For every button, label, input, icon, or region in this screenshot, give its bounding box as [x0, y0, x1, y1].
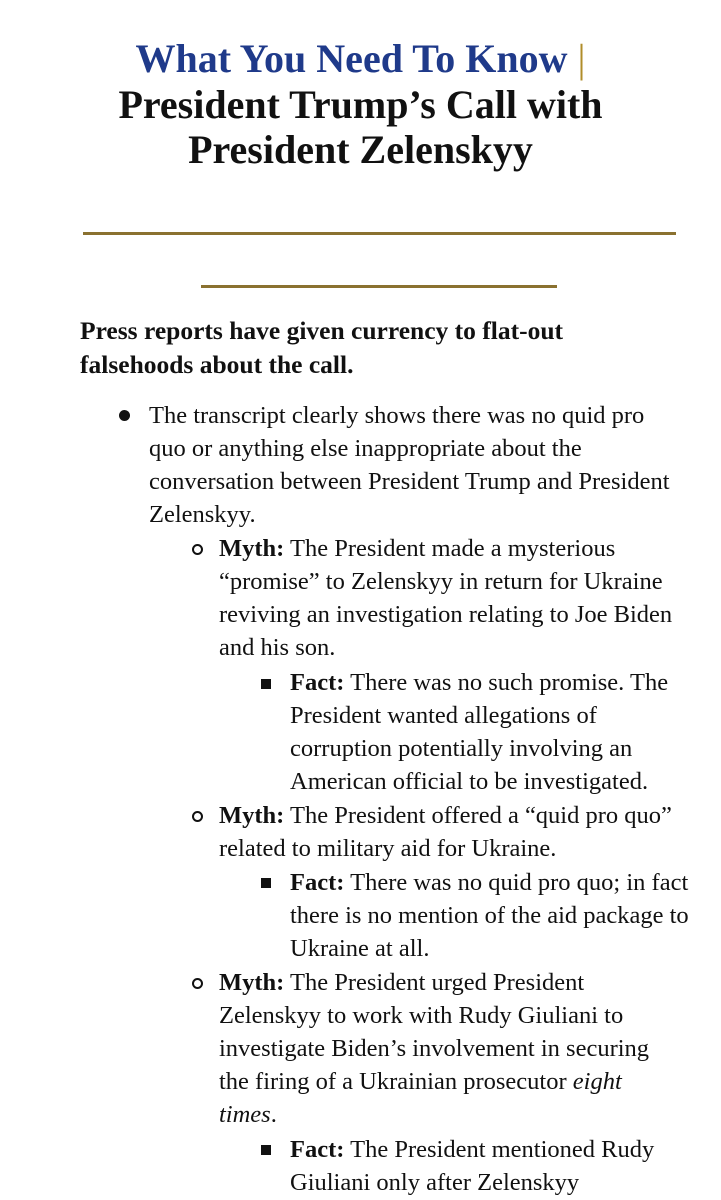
fact-item-no-promise	[290, 666, 690, 798]
bullet-item-transcript: The transcript clearly shows there was no quid pro quo or anything else inappropriate about the conversation between President Trump and President Zelenskyy.	[149, 402, 670, 528]
title-what-you-need-to-know: What You Need To Know	[135, 36, 568, 81]
bullet-circle-icon	[192, 544, 203, 555]
bullet-square-icon	[261, 679, 271, 689]
myth-label: Myth:	[219, 802, 285, 829]
title-separator: |	[577, 36, 586, 81]
myth-end: .	[270, 1101, 277, 1128]
fact-item-no-quid-pro-quo	[290, 866, 690, 965]
myth-label: Myth:	[219, 535, 285, 562]
bullet-square-icon	[261, 878, 271, 888]
title-block	[0, 36, 721, 172]
fact-text: The President mentioned Rudy Giuliani only after Zelenskyy	[290, 1136, 655, 1196]
bullet-circle-icon	[192, 811, 203, 822]
myth-item-promise	[219, 532, 679, 664]
myth-label: Myth:	[219, 969, 285, 996]
divider-rule-long	[83, 232, 676, 235]
myth-item-giuliani	[219, 966, 679, 1131]
myth-item-quid-pro-quo	[219, 799, 679, 865]
divider-rule-short	[201, 285, 557, 288]
fact-label: Fact:	[290, 869, 345, 896]
fact-label: Fact:	[290, 669, 345, 696]
title-line-3: President Zelenskyy	[188, 127, 533, 172]
title-line-2: President Trump’s Call with	[118, 82, 603, 127]
myth-text: The President offered a “quid pro quo” related to military aid for Ukraine.	[219, 802, 672, 862]
fact-text: There was no quid pro quo; in fact there is no mention of the aid package to Ukraine at all.	[290, 869, 689, 962]
fact-text: There was no such promise. The President wanted allegations of corruption potentially involving an American official to be investigated.	[290, 669, 669, 795]
bullet-square-icon	[261, 1145, 271, 1155]
myth-text: The President urged President Zelenskyy to work with Rudy Giuliani to investigate Biden’s involvement in securing the firing of a Ukrainian prosecutor	[219, 969, 650, 1095]
bullet-circle-icon	[192, 978, 203, 989]
myth-text: The President made a mysterious “promise” to Zelenskyy in return for Ukraine reviving an investigation relating to Joe Biden and his son.	[219, 535, 673, 661]
fact-item-giuliani	[290, 1133, 690, 1199]
title-line-1	[0, 36, 721, 82]
intro-statement: Press reports have given currency to flat-out falsehoods about the call.	[80, 316, 563, 379]
fact-label: Fact:	[290, 1136, 345, 1163]
myth-emphasis: eight times	[219, 1068, 622, 1128]
bullet-disc-icon	[119, 410, 130, 421]
